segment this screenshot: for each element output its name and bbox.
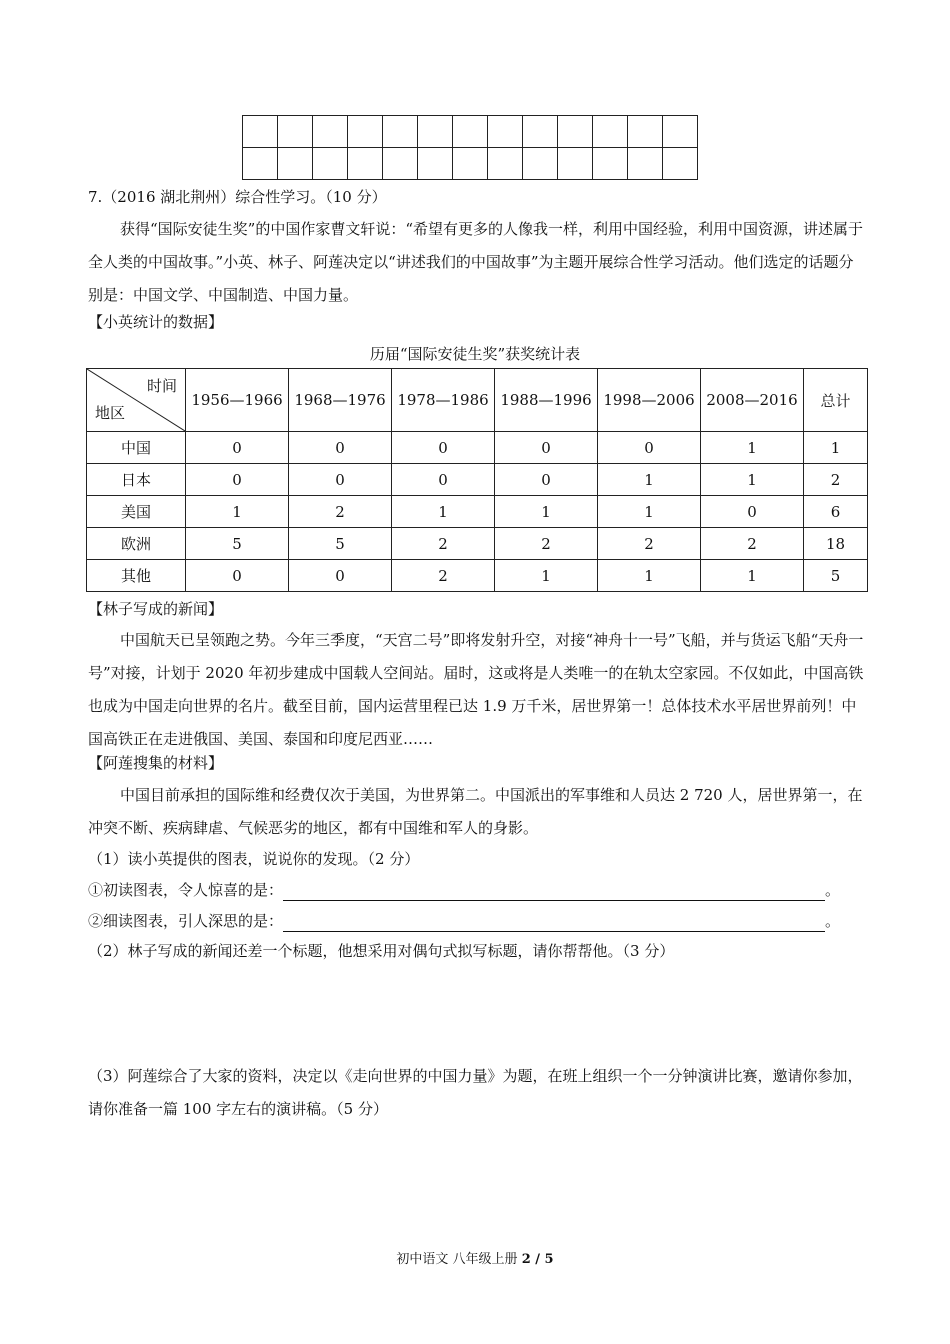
column-header: 1956—1966 <box>186 369 289 432</box>
news-paragraph: 中国航天已呈领跑之势。今年三季度，“天宫二号”即将发射升空，对接“神舟十一号”飞船，并与货运飞船“天舟一号”对接，计划于 2020 年初步建成中国载人空间站。届时，这或将是人类唯一的在轨太空家园。不仅如此，中国高铁也成为中国走向世界的名片。截至目前，国内运营里程已达 1.9 万千米，居世界第一！总体技术水平居世界前列！中国高铁正在走进俄国、美国、泰国和印度尼西亚…… <box>88 631 864 748</box>
answer-prompt-1: ①初读图表，令人惊喜的是： <box>88 881 284 899</box>
footer-subject: 初中语文 八年级上册 <box>396 1252 522 1267</box>
answer-line-1 <box>88 879 840 901</box>
section-alian-heading: 【阿莲搜集的材料】 <box>88 754 224 772</box>
table-cell: 1 <box>495 560 598 592</box>
table-row <box>87 464 868 496</box>
row-region: 中国 <box>87 432 186 464</box>
table-row <box>87 432 868 464</box>
table-cell: 1 <box>392 496 495 528</box>
table-cell: 0 <box>495 464 598 496</box>
column-header: 1988—1996 <box>495 369 598 432</box>
column-header-total: 总计 <box>804 369 868 432</box>
answer-grid-cell[interactable] <box>453 148 488 180</box>
answer-grid-cell[interactable] <box>383 116 418 148</box>
table-cell: 5 <box>804 560 868 592</box>
row-region: 其他 <box>87 560 186 592</box>
row-region: 日本 <box>87 464 186 496</box>
table-cell: 0 <box>598 432 701 464</box>
column-header: 1968—1976 <box>289 369 392 432</box>
answer-grid-row <box>243 116 698 148</box>
answer-grid-cell[interactable] <box>278 148 313 180</box>
table-cell: 1 <box>598 560 701 592</box>
answer-grid-cell[interactable] <box>558 116 593 148</box>
table-cell: 0 <box>289 464 392 496</box>
question-intro: 获得“国际安徒生奖”的中国作家曹文轩说：“希望有更多的人像我一样，利用中国经验，利用中国资源，讲述属于全人类的中国故事。”小英、林子、阿莲决定以“讲述我们的中国故事”为主题开展综合性学习活动。他们选定的话题分别是：中国文学、中国制造、中国力量。 <box>88 220 864 304</box>
period: 。 <box>825 912 841 930</box>
table-cell: 0 <box>701 496 804 528</box>
table-cell: 0 <box>289 432 392 464</box>
table-cell: 1 <box>186 496 289 528</box>
answer-grid-cell[interactable] <box>418 148 453 180</box>
answer-grid-cell[interactable] <box>628 148 663 180</box>
table-cell: 1 <box>701 560 804 592</box>
answer-grid-cell[interactable] <box>313 148 348 180</box>
answer-grid-cell[interactable] <box>628 116 663 148</box>
answer-grid-cell[interactable] <box>523 116 558 148</box>
section-linzi-heading: 【林子写成的新闻】 <box>88 600 224 618</box>
table-cell: 1 <box>804 432 868 464</box>
page-footer <box>0 1248 950 1267</box>
column-header: 1998—2006 <box>598 369 701 432</box>
table-cell: 1 <box>701 464 804 496</box>
answer-grid-cell[interactable] <box>663 116 698 148</box>
table-cell: 1 <box>598 496 701 528</box>
sub-question-2: （2）林子写成的新闻还差一个标题，他想采用对偶句式拟写标题，请你帮帮他。（3 分） <box>88 942 675 960</box>
answer-grid-cell[interactable] <box>418 116 453 148</box>
table-corner-cell <box>87 369 186 432</box>
table-cell: 18 <box>804 528 868 560</box>
table-cell: 2 <box>804 464 868 496</box>
table-cell: 0 <box>495 432 598 464</box>
corner-label-time: 时间 <box>146 377 177 395</box>
table-cell: 2 <box>495 528 598 560</box>
answer-grid-cell[interactable] <box>593 116 628 148</box>
page-number: 2 / 5 <box>521 1252 554 1267</box>
table-cell: 2 <box>392 528 495 560</box>
answer-grid-cell[interactable] <box>558 148 593 180</box>
answer-grid-cell[interactable] <box>278 116 313 148</box>
table-cell: 1 <box>701 432 804 464</box>
answer-grid-cell[interactable] <box>663 148 698 180</box>
answer-grid-cell[interactable] <box>243 116 278 148</box>
table-caption: 历届“国际安徒生奖”获奖统计表 <box>369 345 581 363</box>
table-cell: 0 <box>186 560 289 592</box>
column-header: 2008—2016 <box>701 369 804 432</box>
table-cell: 0 <box>392 432 495 464</box>
table-header-row <box>87 369 868 432</box>
answer-prompt-2: ②细读图表，引人深思的是： <box>88 912 284 930</box>
table-cell: 0 <box>186 432 289 464</box>
answer-blank-2[interactable] <box>283 915 825 932</box>
answer-blank-1[interactable] <box>283 884 825 901</box>
row-region: 美国 <box>87 496 186 528</box>
table-cell: 2 <box>701 528 804 560</box>
material-paragraph: 中国目前承担的国际维和经费仅次于美国，为世界第二。中国派出的军事维和人员达 2 720 人，居世界第一，在冲突不断、疾病肆虐、气候恶劣的地区，都有中国维和军人的身影。 <box>88 786 863 837</box>
sub-question-1: （1）读小英提供的图表，说说你的发现。（2 分） <box>88 850 420 868</box>
table-cell: 2 <box>289 496 392 528</box>
answer-grid-cell[interactable] <box>488 148 523 180</box>
answer-grid-row <box>243 148 698 180</box>
answer-grid-cell[interactable] <box>488 116 523 148</box>
answer-grid-cell[interactable] <box>313 116 348 148</box>
row-region: 欧洲 <box>87 528 186 560</box>
answer-grid-cell[interactable] <box>383 148 418 180</box>
table-cell: 6 <box>804 496 868 528</box>
corner-label-region: 地区 <box>95 404 126 422</box>
table-cell: 0 <box>186 464 289 496</box>
table-cell: 2 <box>598 528 701 560</box>
column-header: 1978—1986 <box>392 369 495 432</box>
table-cell: 1 <box>495 496 598 528</box>
table-cell: 5 <box>289 528 392 560</box>
award-statistics-table <box>86 368 868 592</box>
table-cell: 0 <box>289 560 392 592</box>
answer-grid-cell[interactable] <box>523 148 558 180</box>
answer-grid-cell[interactable] <box>243 148 278 180</box>
answer-grid[interactable] <box>242 115 698 180</box>
table-cell: 2 <box>392 560 495 592</box>
question-title: 7.（2016 湖北荆州）综合性学习。（10 分） <box>88 188 387 206</box>
table-cell: 5 <box>186 528 289 560</box>
answer-grid-cell[interactable] <box>348 116 383 148</box>
answer-line-2 <box>88 910 840 932</box>
table-cell: 1 <box>598 464 701 496</box>
answer-grid-cell[interactable] <box>593 148 628 180</box>
answer-grid-cell[interactable] <box>453 116 488 148</box>
table-row <box>87 496 868 528</box>
period: 。 <box>825 881 841 899</box>
table-cell: 0 <box>392 464 495 496</box>
section-xiaoying-heading: 【小英统计的数据】 <box>88 313 224 331</box>
table-row <box>87 560 868 592</box>
answer-grid-cell[interactable] <box>348 148 383 180</box>
table-row <box>87 528 868 560</box>
sub-question-3: （3）阿莲综合了大家的资料，决定以《走向世界的中国力量》为题，在班上组织一个一分钟演讲比赛，邀请你参加，请你准备一篇 100 字左右的演讲稿。（5 分） <box>88 1067 863 1118</box>
